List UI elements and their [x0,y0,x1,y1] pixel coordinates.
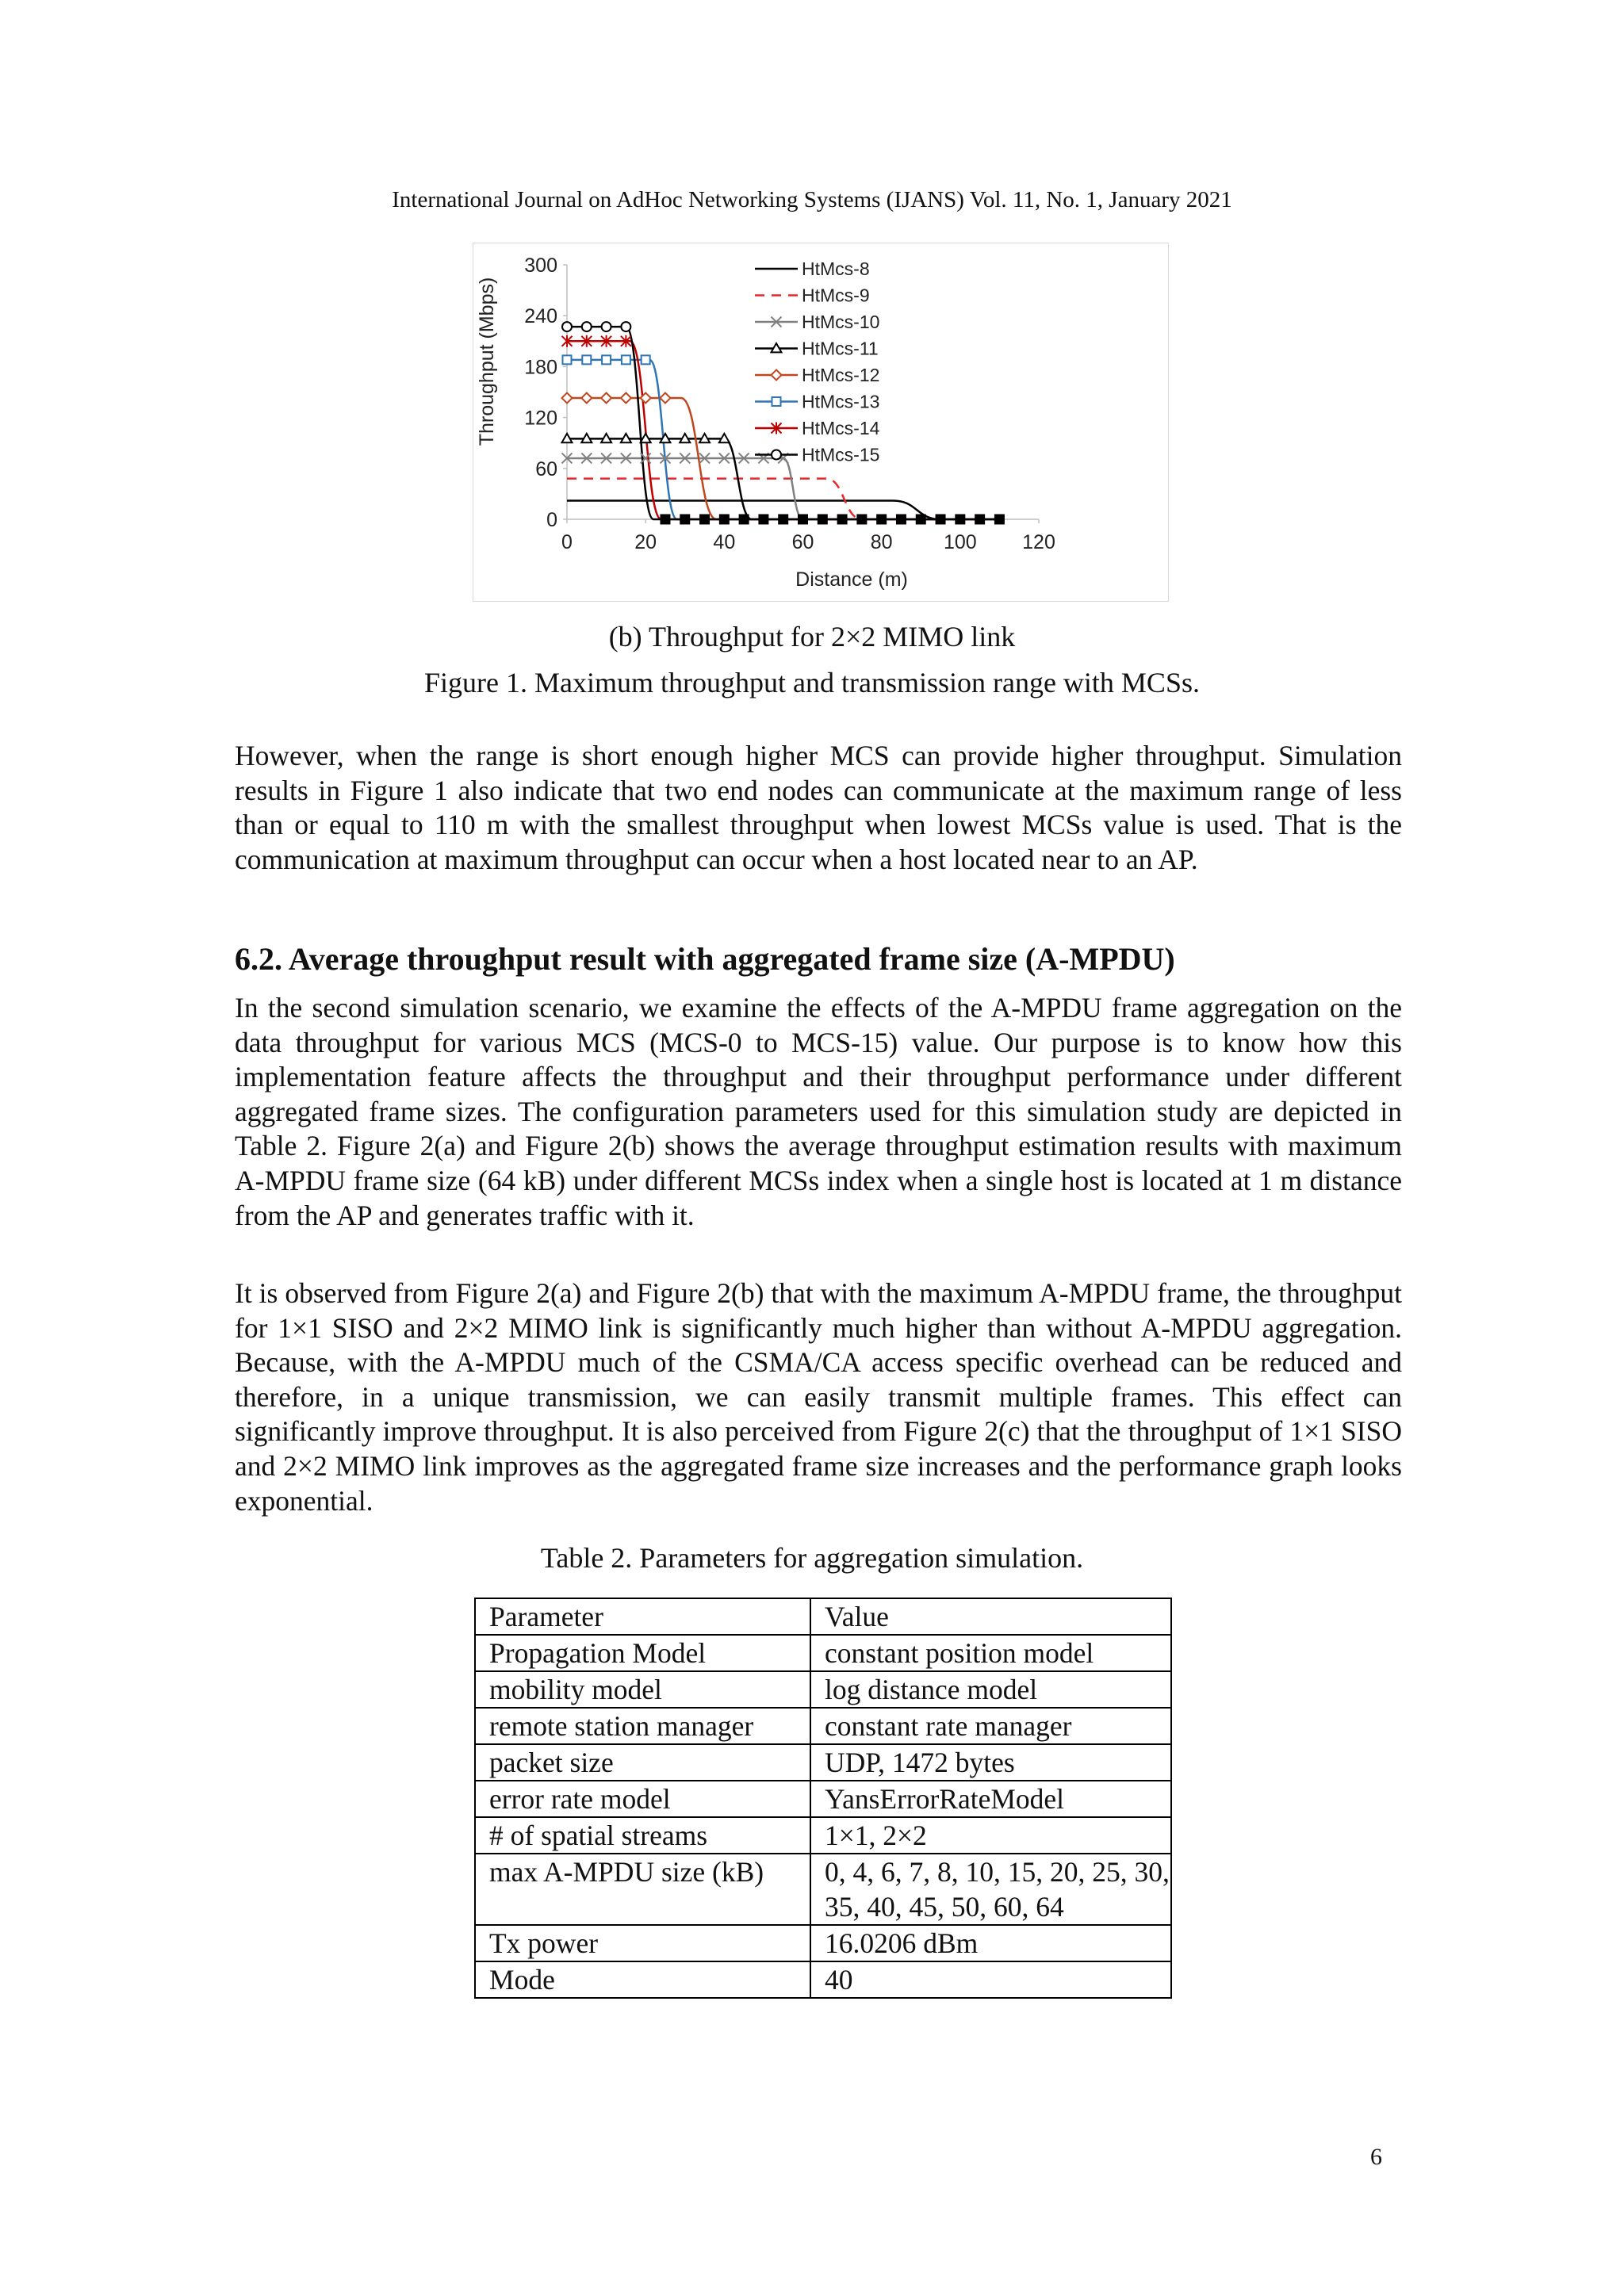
data-point-htmcs-12 [581,392,592,403]
figure-caption: Figure 1. Maximum throughput and transmission range with MCSs. [424,667,1200,698]
table-header-row [475,1598,1171,1635]
data-point-htmcs-15 [621,322,630,331]
table-value-cell: 1×1, 2×2 [810,1817,1171,1854]
table-value-cell: 16.0206 dBm [810,1925,1171,1961]
data-point-htmcs-13 [602,355,611,364]
data-point-zero [680,515,690,525]
running-header: International Journal on AdHoc Networking Systems (IJANS) Vol. 11, No. 1, January 2021 [392,187,1232,212]
legend-label: HtMcs-13 [802,391,880,412]
legend-marker [772,370,782,381]
table-value-cell: 0, 4, 6, 7, 8, 10, 15, 20, 25, 30, 35, 40, 45, 50, 60, 64 [810,1854,1171,1925]
data-point-htmcs-15 [562,322,572,331]
table-row [475,1671,1171,1708]
x-tick-label: 20 [634,531,657,553]
parameters-table [474,1598,1172,1999]
data-point-zero [856,515,867,525]
data-point-htmcs-15 [602,322,611,331]
y-tick-label: 0 [546,509,557,531]
table-value-cell: YansErrorRateModel [810,1781,1171,1817]
table-parameter-cell: remote station manager [475,1708,810,1744]
data-point-zero [798,515,808,525]
data-point-zero [994,515,1005,525]
y-tick-label: 240 [524,305,557,328]
paragraph: It is observed from Figure 2(a) and Figure 2(b) that with the maximum A-MPDU frame, the throughput for 1×1 SISO and 2×2 MIMO link is significantly much higher than without A-MPDU aggregation. Because, with the A-MPDU much of the CSMA/CA access specific overhead can be reduced and therefore, in a unique transmission, we can easily transmit multiple frames. This effect can significantly improve throughput. It is also perceived from Figure 2(c) that the throughput of 1×1 SISO and 2×2 MIMO link improves as the aggregated frame size increases and the performance graph looks exponential. [235,1277,1402,1517]
data-point-htmcs-12 [621,392,631,403]
table-row [475,1781,1171,1817]
data-point-zero [896,515,906,525]
data-point-zero [818,515,828,525]
legend-label: HtMcs-15 [802,444,880,465]
x-tick-label: 80 [870,531,893,553]
page-number: 6 [1370,2144,1382,2170]
table-row [475,1635,1171,1671]
legend-label: HtMcs-11 [802,338,879,359]
table-parameter-cell: Mode [475,1961,810,1998]
y-tick-label: 180 [524,356,557,379]
data-point-zero [876,515,887,525]
table-row [475,1817,1171,1854]
paragraph: However, when the range is short enough higher MCS can provide higher throughput. Simulation results in Figure 1 also indicate that two end nodes can communicate at the maximum range of less than or equal to 110 m with the smallest throughput when lowest MCSs value is used. That is the communication at maximum throughput can occur when a host located near to an AP. [235,740,1402,875]
series-line-htmcs-15 [567,327,999,519]
data-point-zero [719,515,730,525]
x-tick-label: 40 [713,531,736,553]
table-header-cell: Value [810,1598,1171,1635]
data-point-zero [837,515,848,525]
data-point-zero [699,515,710,525]
legend-marker [772,397,781,406]
section-heading: 6.2. Average throughput result with aggregated frame size (A-MPDU) [235,941,1175,977]
data-point-zero [660,515,670,525]
y-tick-label: 60 [535,457,557,480]
data-point-htmcs-15 [582,322,592,331]
data-point-htmcs-12 [601,392,611,403]
table-parameter-cell: packet size [475,1744,810,1781]
y-tick-label: 300 [524,254,557,277]
data-point-zero [955,515,965,525]
table-parameter-cell: # of spatial streams [475,1817,810,1854]
data-point-zero [936,515,946,525]
data-point-zero [739,515,749,525]
legend-label: HtMcs-12 [802,365,880,385]
table-parameter-cell: mobility model [475,1671,810,1708]
table-row [475,1708,1171,1744]
y-axis-title: Throughput (Mbps) [476,277,498,446]
x-tick-label: 60 [791,531,814,553]
table-row [475,1925,1171,1961]
legend-marker [772,450,781,460]
table-row [475,1744,1171,1781]
x-axis-title: Distance (m) [795,568,908,591]
table-parameter-cell: Tx power [475,1925,810,1961]
legend-label: HtMcs-10 [802,312,880,332]
data-point-htmcs-12 [660,392,670,403]
series-line-htmcs-10 [567,458,999,519]
data-point-htmcs-13 [563,355,572,364]
x-tick-label: 120 [1022,531,1055,553]
series-line-htmcs-9 [567,479,999,519]
data-point-htmcs-13 [642,355,650,364]
throughput-chart [473,243,1169,602]
data-point-htmcs-13 [622,355,630,364]
legend-label: HtMcs-14 [802,418,880,438]
data-point-zero [975,515,985,525]
legend-label: HtMcs-8 [802,258,870,279]
subfigure-caption: (b) Throughput for 2×2 MIMO link [608,621,1016,652]
table-parameter-cell: max A-MPDU size (kB) [475,1854,810,1925]
x-tick-label: 100 [943,531,977,553]
table-value-cell: 40 [810,1961,1171,1998]
data-point-zero [758,515,768,525]
table-row [475,1961,1171,1998]
series-line-htmcs-14 [567,338,999,519]
table-row [475,1854,1171,1925]
x-tick-label: 0 [561,531,573,553]
table-parameter-cell: error rate model [475,1781,810,1817]
paragraph: In the second simulation scenario, we examine the effects of the A-MPDU frame aggregation on the data throughput for various MCS (MCS-0 to MCS-15) value. Our purpose is to know how this implementation feature affects the throughput and their throughput performance under different aggregated frame sizes. The configuration parameters used for this simulation study are depicted in Table 2. Figure 2(a) and Figure 2(b) shows the average throughput estimation results with maximum A-MPDU frame size (64 kB) under different MCSs index when a single host is located at 1 m distance from the AP and generates traffic with it. [235,992,1402,1231]
legend-label: HtMcs-9 [802,285,870,306]
y-tick-label: 120 [524,407,557,430]
table-value-cell: constant position model [810,1635,1171,1671]
data-point-zero [916,515,926,525]
series-line-htmcs-11 [567,438,999,519]
table-value-cell: UDP, 1472 bytes [810,1744,1171,1781]
data-point-htmcs-12 [562,392,573,403]
data-point-zero [778,515,788,525]
table-caption: Table 2. Parameters for aggregation simulation. [540,1542,1084,1574]
table-value-cell: log distance model [810,1671,1171,1708]
table-parameter-cell: Propagation Model [475,1635,810,1671]
table-header-cell: Parameter [475,1598,810,1635]
data-point-htmcs-13 [582,355,591,364]
table-value-cell: constant rate manager [810,1708,1171,1744]
